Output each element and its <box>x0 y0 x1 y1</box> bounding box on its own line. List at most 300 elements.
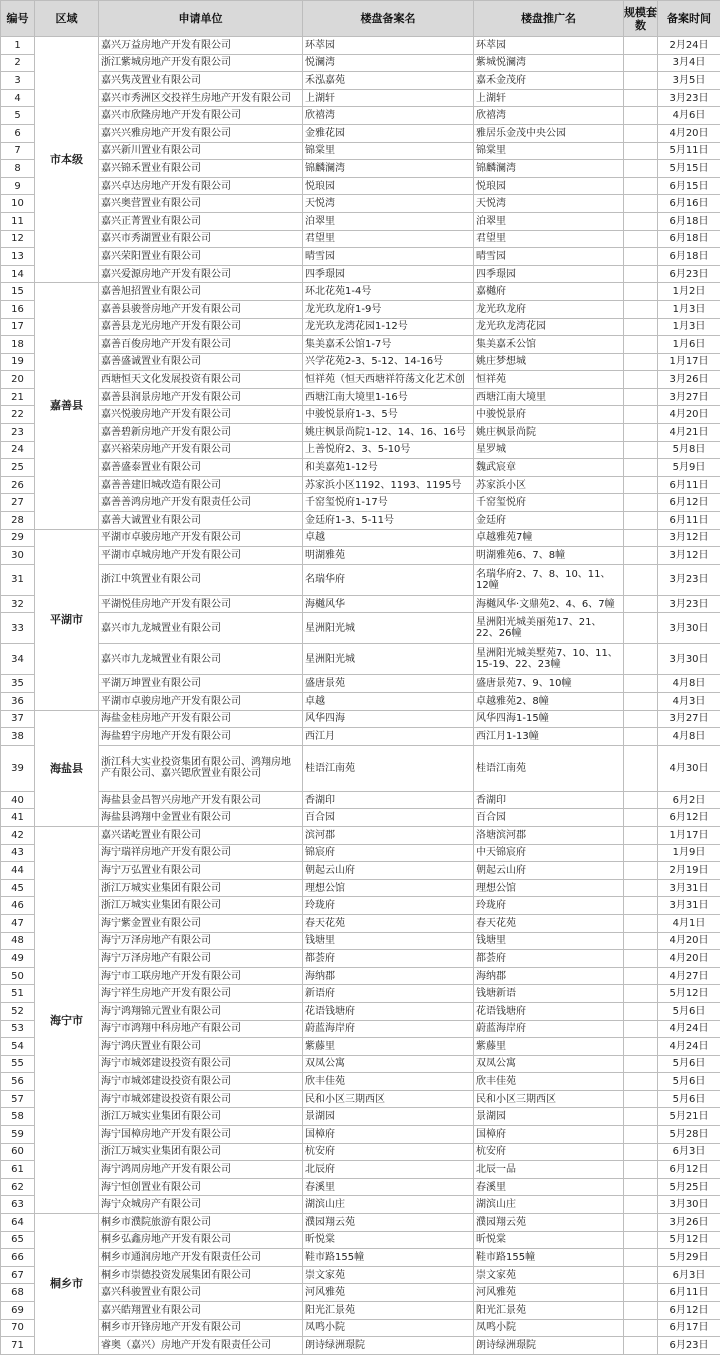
table-row <box>1 1038 720 1056</box>
cell-date: 4月27日 <box>658 967 720 985</box>
cell-num: 68 <box>1 1284 35 1302</box>
cell-applicant: 嘉善县龙光房地产开发有限公司 <box>99 318 303 336</box>
cell-num: 45 <box>1 879 35 897</box>
cell-num: 37 <box>1 710 35 728</box>
cell-applicant: 嘉兴隽茂置业有限公司 <box>99 72 303 90</box>
table-row <box>1 1002 720 1020</box>
table-row <box>1 826 720 844</box>
table-row <box>1 89 720 107</box>
cell-num: 53 <box>1 1020 35 1038</box>
cell-date: 5月8日 <box>658 441 720 459</box>
cell-applicant: 浙江中筑置业有限公司 <box>99 564 303 595</box>
cell-promo-name: 紫城悦澜湾 <box>474 54 624 72</box>
cell-promo-name: 风华四海1-15幢 <box>474 710 624 728</box>
cell-date: 3月27日 <box>658 710 720 728</box>
table-row <box>1 265 720 283</box>
cell-scale <box>624 1090 658 1108</box>
cell-date: 3月4日 <box>658 54 720 72</box>
cell-filing-name: 锦麟澜湾 <box>303 160 474 178</box>
cell-filing-name: 新语府 <box>303 985 474 1003</box>
cell-promo-name: 春溪里 <box>474 1178 624 1196</box>
header-scale: 规模套数 <box>624 1 658 37</box>
table-row <box>1 745 720 791</box>
cell-applicant: 海宁万弘置业有限公司 <box>99 862 303 880</box>
cell-promo-name: 魏武宸章 <box>474 459 624 477</box>
cell-num: 70 <box>1 1319 35 1337</box>
cell-filing-name: 苏家浜小区1192、1193、1195号 <box>303 476 474 494</box>
cell-filing-name: 中骏悦景府1-3、5号 <box>303 406 474 424</box>
cell-applicant: 嘉兴卓达房地产开发有限公司 <box>99 177 303 195</box>
cell-num: 63 <box>1 1196 35 1214</box>
cell-filing-name: 名瑞华府 <box>303 564 474 595</box>
header-date: 备案时间 <box>658 1 720 37</box>
table-row <box>1 967 720 985</box>
cell-scale <box>624 693 658 711</box>
cell-date: 5月21日 <box>658 1108 720 1126</box>
cell-applicant: 海盐县鸿翔中金置业有限公司 <box>99 809 303 827</box>
cell-promo-name: 海纳郡 <box>474 967 624 985</box>
table-row <box>1 459 720 477</box>
cell-filing-name: 花语钱塘府 <box>303 1002 474 1020</box>
cell-scale <box>624 1020 658 1038</box>
cell-filing-name: 民和小区三期西区 <box>303 1090 474 1108</box>
cell-date: 3月30日 <box>658 644 720 675</box>
cell-filing-name: 晴雪园 <box>303 248 474 266</box>
table-row <box>1 353 720 371</box>
cell-filing-name: 河风雅苑 <box>303 1284 474 1302</box>
table-row <box>1 879 720 897</box>
cell-promo-name: 欣禧湾 <box>474 107 624 125</box>
cell-filing-name: 西江月 <box>303 728 474 746</box>
cell-region: 市本级 <box>35 37 99 283</box>
cell-promo-name: 雅居乐金茂中央公园 <box>474 124 624 142</box>
cell-num: 43 <box>1 844 35 862</box>
cell-num: 42 <box>1 826 35 844</box>
cell-promo-name: 理想公馆 <box>474 879 624 897</box>
cell-num: 15 <box>1 283 35 301</box>
cell-date: 5月6日 <box>658 1002 720 1020</box>
cell-scale <box>624 72 658 90</box>
cell-applicant: 嘉兴市九龙城置业有限公司 <box>99 644 303 675</box>
cell-num: 17 <box>1 318 35 336</box>
cell-promo-name: 都荟府 <box>474 950 624 968</box>
cell-num: 31 <box>1 564 35 595</box>
cell-date: 5月25日 <box>658 1178 720 1196</box>
cell-num: 13 <box>1 248 35 266</box>
cell-filing-name: 景湖园 <box>303 1108 474 1126</box>
table-row <box>1 142 720 160</box>
table-row <box>1 1073 720 1091</box>
cell-filing-name: 泊翠里 <box>303 212 474 230</box>
cell-promo-name: 名瑞华府2、7、8、10、11、12幢 <box>474 564 624 595</box>
cell-scale <box>624 985 658 1003</box>
table-row <box>1 1055 720 1073</box>
table-row <box>1 336 720 354</box>
cell-num: 41 <box>1 809 35 827</box>
cell-scale <box>624 897 658 915</box>
table-row <box>1 791 720 809</box>
cell-filing-name: 香湖印 <box>303 791 474 809</box>
cell-filing-name: 明湖雅苑 <box>303 547 474 565</box>
cell-promo-name: 桂语江南苑 <box>474 745 624 791</box>
cell-scale <box>624 809 658 827</box>
cell-date: 6月11日 <box>658 512 720 530</box>
cell-applicant: 浙江万城实业集团有限公司 <box>99 1108 303 1126</box>
cell-applicant: 嘉兴裕荣房地产开发有限公司 <box>99 441 303 459</box>
cell-promo-name: 金廷府 <box>474 512 624 530</box>
cell-promo-name: 天悦湾 <box>474 195 624 213</box>
cell-date: 3月12日 <box>658 529 720 547</box>
header-filing-name: 楼盘备案名 <box>303 1 474 37</box>
cell-promo-name: 晴雪园 <box>474 248 624 266</box>
cell-filing-name: 北辰府 <box>303 1161 474 1179</box>
table-row <box>1 1196 720 1214</box>
cell-date: 1月2日 <box>658 283 720 301</box>
cell-num: 30 <box>1 547 35 565</box>
table-row <box>1 529 720 547</box>
cell-date: 1月17日 <box>658 826 720 844</box>
table-row <box>1 547 720 565</box>
cell-date: 4月30日 <box>658 745 720 791</box>
cell-num: 18 <box>1 336 35 354</box>
table-row <box>1 406 720 424</box>
cell-applicant: 嘉兴万益房地产开发有限公司 <box>99 37 303 55</box>
cell-applicant: 嘉兴市秀湖置业有限公司 <box>99 230 303 248</box>
table-row <box>1 1214 720 1232</box>
cell-filing-name: 禾泓嘉苑 <box>303 72 474 90</box>
cell-num: 26 <box>1 476 35 494</box>
cell-date: 6月12日 <box>658 809 720 827</box>
cell-applicant: 嘉善善建旧城改造有限公司 <box>99 476 303 494</box>
cell-filing-name: 和美嘉苑1-12号 <box>303 459 474 477</box>
cell-date: 6月11日 <box>658 476 720 494</box>
cell-promo-name: 景湖园 <box>474 1108 624 1126</box>
cell-num: 28 <box>1 512 35 530</box>
cell-scale <box>624 406 658 424</box>
cell-promo-name: 星洲阳光城美丽苑17、21、22、26幢 <box>474 613 624 644</box>
cell-applicant: 海宁市鸿翔中科房地产有限公司 <box>99 1020 303 1038</box>
cell-num: 22 <box>1 406 35 424</box>
cell-applicant: 海宁市城郊建设投资有限公司 <box>99 1090 303 1108</box>
cell-promo-name: 鞋市路155幢 <box>474 1249 624 1267</box>
cell-filing-name: 恒祥苑（恒天西塘祥符荡文化艺术创 <box>303 371 474 389</box>
table-row <box>1 1337 720 1355</box>
cell-scale <box>624 745 658 791</box>
cell-filing-name: 天悦湾 <box>303 195 474 213</box>
cell-date: 6月17日 <box>658 1319 720 1337</box>
cell-date: 3月26日 <box>658 1214 720 1232</box>
cell-filing-name: 悦琅园 <box>303 177 474 195</box>
cell-num: 49 <box>1 950 35 968</box>
cell-scale <box>624 54 658 72</box>
cell-applicant: 嘉兴锦禾置业有限公司 <box>99 160 303 178</box>
cell-promo-name: 西塘江南大境里 <box>474 388 624 406</box>
cell-num: 24 <box>1 441 35 459</box>
cell-date: 3月27日 <box>658 388 720 406</box>
cell-applicant: 嘉兴市九龙城置业有限公司 <box>99 613 303 644</box>
cell-num: 40 <box>1 791 35 809</box>
cell-scale <box>624 195 658 213</box>
cell-scale <box>624 212 658 230</box>
cell-date: 4月8日 <box>658 675 720 693</box>
cell-num: 65 <box>1 1231 35 1249</box>
table-row <box>1 693 720 711</box>
cell-date: 3月23日 <box>658 89 720 107</box>
cell-scale <box>624 265 658 283</box>
cell-filing-name: 环萃园 <box>303 37 474 55</box>
cell-applicant: 浙江紫城房地产开发有限公司 <box>99 54 303 72</box>
cell-num: 10 <box>1 195 35 213</box>
cell-date: 5月11日 <box>658 142 720 160</box>
cell-promo-name: 海樾风华·文鼎苑2、4、6、7幢 <box>474 595 624 613</box>
cell-filing-name: 锦宸府 <box>303 844 474 862</box>
cell-date: 5月6日 <box>658 1090 720 1108</box>
cell-date: 1月9日 <box>658 844 720 862</box>
table-row <box>1 1126 720 1144</box>
cell-applicant: 睿奥（嘉兴）房地产开发有限责任公司 <box>99 1337 303 1355</box>
cell-date: 4月20日 <box>658 406 720 424</box>
cell-num: 59 <box>1 1126 35 1144</box>
cell-num: 11 <box>1 212 35 230</box>
cell-num: 60 <box>1 1143 35 1161</box>
cell-filing-name: 蔚蓝海岸府 <box>303 1020 474 1038</box>
cell-date: 3月26日 <box>658 371 720 389</box>
cell-filing-name: 朗诗绿洲璟院 <box>303 1337 474 1355</box>
cell-num: 20 <box>1 371 35 389</box>
cell-num: 7 <box>1 142 35 160</box>
cell-scale <box>624 388 658 406</box>
cell-date: 4月20日 <box>658 932 720 950</box>
cell-scale <box>624 371 658 389</box>
cell-date: 3月30日 <box>658 1196 720 1214</box>
cell-num: 19 <box>1 353 35 371</box>
cell-filing-name: 海樾风华 <box>303 595 474 613</box>
cell-promo-name: 悦琅园 <box>474 177 624 195</box>
table-row <box>1 595 720 613</box>
cell-num: 55 <box>1 1055 35 1073</box>
cell-applicant: 嘉善善鸿房地产开发有限责任公司 <box>99 494 303 512</box>
cell-applicant: 海盐金桂房地产开发有限公司 <box>99 710 303 728</box>
table-row <box>1 1302 720 1320</box>
cell-filing-name: 卓越 <box>303 693 474 711</box>
cell-scale <box>624 1126 658 1144</box>
table-row <box>1 107 720 125</box>
table-row <box>1 675 720 693</box>
cell-applicant: 嘉兴皓翔置业有限公司 <box>99 1302 303 1320</box>
cell-scale <box>624 710 658 728</box>
cell-scale <box>624 160 658 178</box>
table-row <box>1 212 720 230</box>
cell-scale <box>624 336 658 354</box>
cell-filing-name: 杭安府 <box>303 1143 474 1161</box>
table-row <box>1 195 720 213</box>
cell-promo-name: 星洲阳光城美墅苑7、10、11、15-19、22、23幢 <box>474 644 624 675</box>
cell-date: 2月19日 <box>658 862 720 880</box>
cell-date: 5月9日 <box>658 459 720 477</box>
table-row <box>1 512 720 530</box>
cell-date: 5月6日 <box>658 1055 720 1073</box>
cell-applicant: 嘉兴奥营置业有限公司 <box>99 195 303 213</box>
cell-applicant: 嘉兴市秀洲区交投祥生房地产开发有限公司 <box>99 89 303 107</box>
cell-applicant: 嘉善盛诚置业有限公司 <box>99 353 303 371</box>
cell-date: 6月11日 <box>658 1284 720 1302</box>
cell-num: 62 <box>1 1178 35 1196</box>
cell-filing-name: 钱塘里 <box>303 932 474 950</box>
cell-promo-name: 朗诗绿洲璟院 <box>474 1337 624 1355</box>
cell-scale <box>624 1214 658 1232</box>
table-row <box>1 318 720 336</box>
cell-applicant: 海盐碧宇房地产开发有限公司 <box>99 728 303 746</box>
table-row <box>1 388 720 406</box>
cell-filing-name: 上湖轩 <box>303 89 474 107</box>
cell-num: 52 <box>1 1002 35 1020</box>
cell-num: 71 <box>1 1337 35 1355</box>
cell-scale <box>624 283 658 301</box>
table-row <box>1 476 720 494</box>
cell-num: 38 <box>1 728 35 746</box>
table-row <box>1 1108 720 1126</box>
cell-date: 5月12日 <box>658 985 720 1003</box>
cell-scale <box>624 1284 658 1302</box>
cell-promo-name: 恒祥苑 <box>474 371 624 389</box>
table-row <box>1 1143 720 1161</box>
cell-date: 4月3日 <box>658 693 720 711</box>
cell-region: 桐乡市 <box>35 1214 99 1355</box>
cell-filing-name: 昕悦棠 <box>303 1231 474 1249</box>
cell-num: 14 <box>1 265 35 283</box>
cell-num: 50 <box>1 967 35 985</box>
cell-promo-name: 龙光玖龙湾花园 <box>474 318 624 336</box>
cell-date: 3月30日 <box>658 613 720 644</box>
cell-promo-name: 濮园翔云苑 <box>474 1214 624 1232</box>
cell-date: 5月15日 <box>658 160 720 178</box>
cell-applicant: 嘉善碧新房地产开发有限公司 <box>99 424 303 442</box>
cell-scale <box>624 1231 658 1249</box>
cell-date: 3月23日 <box>658 564 720 595</box>
table-row <box>1 37 720 55</box>
cell-scale <box>624 547 658 565</box>
cell-num: 9 <box>1 177 35 195</box>
cell-scale <box>624 1108 658 1126</box>
cell-promo-name: 花语钱塘府 <box>474 1002 624 1020</box>
cell-date: 4月8日 <box>658 728 720 746</box>
cell-applicant: 嘉善盛泰置业有限公司 <box>99 459 303 477</box>
cell-filing-name: 崇文家苑 <box>303 1266 474 1284</box>
table-row <box>1 728 720 746</box>
cell-scale <box>624 1073 658 1091</box>
cell-date: 6月12日 <box>658 1302 720 1320</box>
table-row <box>1 985 720 1003</box>
table-row <box>1 248 720 266</box>
cell-promo-name: 玲珑府 <box>474 897 624 915</box>
cell-applicant: 浙江万城实业集团有限公司 <box>99 1143 303 1161</box>
cell-scale <box>624 675 658 693</box>
table-row <box>1 371 720 389</box>
cell-num: 29 <box>1 529 35 547</box>
cell-num: 66 <box>1 1249 35 1267</box>
cell-filing-name: 金雅花园 <box>303 124 474 142</box>
cell-promo-name: 民和小区三期西区 <box>474 1090 624 1108</box>
cell-applicant: 浙江万城实业集团有限公司 <box>99 879 303 897</box>
cell-filing-name: 朝起云山府 <box>303 862 474 880</box>
cell-applicant: 海宁鸿周房地产开发有限公司 <box>99 1161 303 1179</box>
cell-date: 5月6日 <box>658 1073 720 1091</box>
cell-promo-name: 卓越雅苑2、8幢 <box>474 693 624 711</box>
cell-applicant: 嘉兴荣阳置业有限公司 <box>99 248 303 266</box>
cell-promo-name: 钱塘里 <box>474 932 624 950</box>
cell-scale <box>624 932 658 950</box>
cell-num: 51 <box>1 985 35 1003</box>
cell-scale <box>624 529 658 547</box>
cell-date: 6月16日 <box>658 195 720 213</box>
cell-date: 1月3日 <box>658 318 720 336</box>
cell-applicant: 嘉兴爱源房地产开发有限公司 <box>99 265 303 283</box>
cell-filing-name: 滨河郡 <box>303 826 474 844</box>
cell-filing-name: 紫藤里 <box>303 1038 474 1056</box>
cell-scale <box>624 230 658 248</box>
cell-date: 5月29日 <box>658 1249 720 1267</box>
cell-scale <box>624 826 658 844</box>
cell-promo-name: 河风雅苑 <box>474 1284 624 1302</box>
cell-applicant: 平湖市卓骏房地产开发有限公司 <box>99 693 303 711</box>
cell-filing-name: 春天花苑 <box>303 914 474 932</box>
cell-promo-name: 千窑玺悦府 <box>474 494 624 512</box>
cell-num: 35 <box>1 675 35 693</box>
cell-scale <box>624 914 658 932</box>
cell-filing-name: 风华四海 <box>303 710 474 728</box>
cell-applicant: 浙江万城实业集团有限公司 <box>99 897 303 915</box>
cell-scale <box>624 107 658 125</box>
cell-promo-name: 杭安府 <box>474 1143 624 1161</box>
table-row <box>1 1178 720 1196</box>
cell-scale <box>624 1266 658 1284</box>
cell-scale <box>624 613 658 644</box>
table-row <box>1 809 720 827</box>
cell-applicant: 嘉兴科骏置业有限公司 <box>99 1284 303 1302</box>
cell-promo-name: 国樟府 <box>474 1126 624 1144</box>
cell-promo-name: 盛唐景苑7、9、10幢 <box>474 675 624 693</box>
cell-promo-name: 明湖雅苑6、7、8幢 <box>474 547 624 565</box>
cell-date: 4月1日 <box>658 914 720 932</box>
cell-date: 3月5日 <box>658 72 720 90</box>
cell-applicant: 海宁众城房产有限公司 <box>99 1196 303 1214</box>
cell-filing-name: 濮园翔云苑 <box>303 1214 474 1232</box>
cell-scale <box>624 1337 658 1355</box>
cell-date: 6月18日 <box>658 230 720 248</box>
table-row <box>1 424 720 442</box>
cell-scale <box>624 967 658 985</box>
cell-promo-name: 湖滨山庄 <box>474 1196 624 1214</box>
header-region: 区域 <box>35 1 99 37</box>
cell-applicant: 嘉善百俊房地产开发有限公司 <box>99 336 303 354</box>
cell-scale <box>624 728 658 746</box>
cell-num: 46 <box>1 897 35 915</box>
table-row <box>1 160 720 178</box>
cell-scale <box>624 248 658 266</box>
cell-num: 47 <box>1 914 35 932</box>
cell-applicant: 平湖市卓骏房地产开发有限公司 <box>99 529 303 547</box>
cell-date: 3月31日 <box>658 879 720 897</box>
cell-num: 2 <box>1 54 35 72</box>
cell-date: 4月20日 <box>658 124 720 142</box>
table-row <box>1 441 720 459</box>
cell-num: 57 <box>1 1090 35 1108</box>
cell-filing-name: 春溪里 <box>303 1178 474 1196</box>
cell-promo-name: 星罗城 <box>474 441 624 459</box>
cell-filing-name: 姚庄枫景尚院1-12、14、16、16号 <box>303 424 474 442</box>
cell-num: 4 <box>1 89 35 107</box>
table-row <box>1 1020 720 1038</box>
